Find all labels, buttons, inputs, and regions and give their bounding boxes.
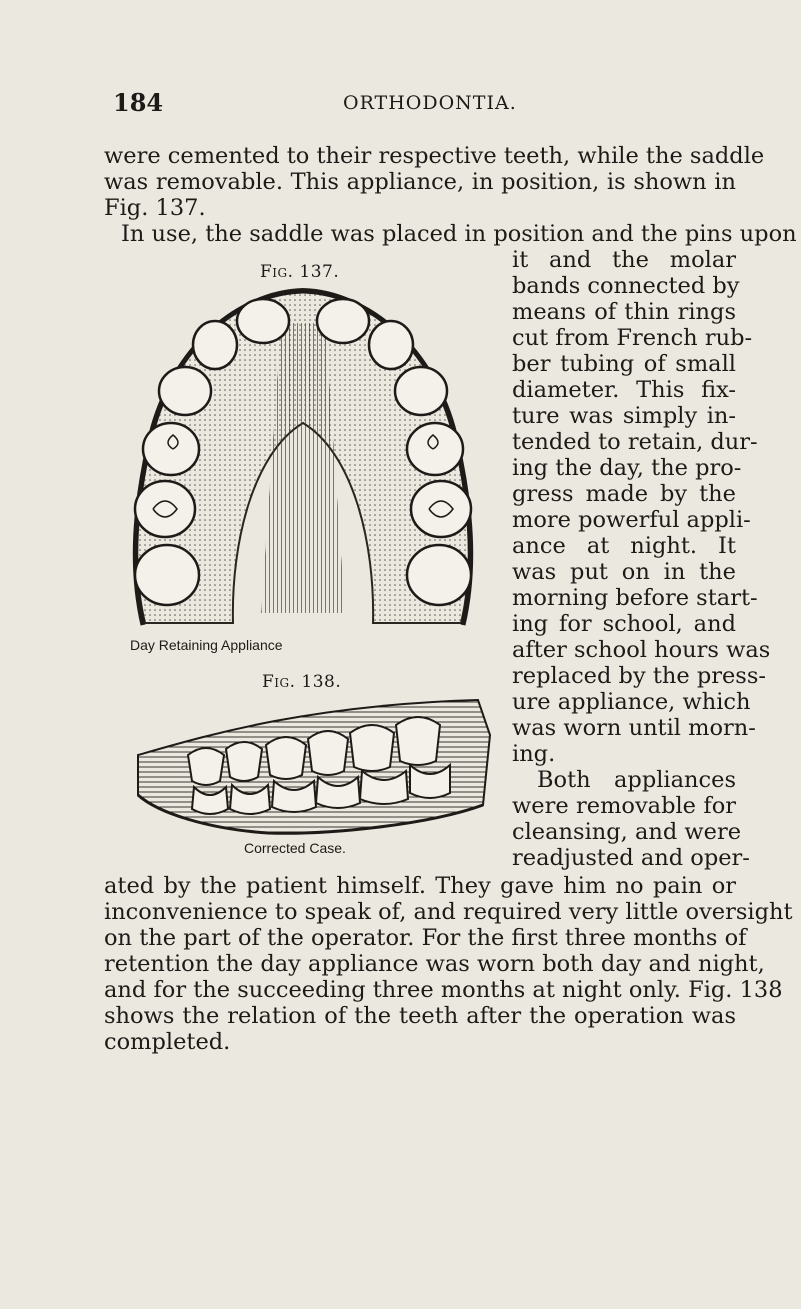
text-line: In use, the saddle was placed in position and the pins upon xyxy=(121,221,797,247)
column-line: gress made by the xyxy=(512,481,736,507)
column-line: ber tubing of small xyxy=(512,351,736,377)
figure-caption: Corrected Case. xyxy=(244,840,346,856)
column-line: ing. xyxy=(512,741,556,767)
text-line: was removable. This appliance, in position, is shown in xyxy=(104,169,736,195)
column-line: was put on in the xyxy=(512,559,736,585)
column-line: cut from French rub- xyxy=(512,325,753,351)
column-line: ance at night. It xyxy=(512,533,736,559)
figure-label: Fig. 137. xyxy=(260,262,340,282)
column-line: readjusted and oper- xyxy=(512,845,750,871)
text-line: retention the day appliance was worn both day and night, xyxy=(104,951,765,977)
text-line: were cemented to their respective teeth, while the saddle xyxy=(104,143,765,169)
column-line: ing for school, and xyxy=(512,611,736,637)
column-line: was worn until morn- xyxy=(512,715,756,741)
dental-model-side-view-icon xyxy=(128,695,493,845)
page-header xyxy=(113,88,713,122)
column-line: diameter. This fix- xyxy=(512,377,736,403)
text-line: completed. xyxy=(104,1029,231,1055)
column-line: ing the day, the pro- xyxy=(512,455,742,481)
text-line: shows the relation of the teeth after the operation was xyxy=(104,1003,736,1029)
figure-label: Fig. 138. xyxy=(262,672,342,692)
text-line: inconvenience to speak of, and required very little oversight xyxy=(104,899,793,925)
column-line: means of thin rings xyxy=(512,299,736,325)
figure-caption: Day Retaining Appliance xyxy=(130,637,283,653)
column-line: morning before start- xyxy=(512,585,758,611)
column-line: Both appliances xyxy=(537,767,736,793)
upper-dental-arch-icon xyxy=(113,283,493,633)
column-line: replaced by the press- xyxy=(512,663,766,689)
column-line: it and the molar xyxy=(512,247,736,273)
column-line: ure appliance, which xyxy=(512,689,751,715)
column-line: tended to retain, dur- xyxy=(512,429,758,455)
column-line: bands connected by xyxy=(512,273,740,299)
text-line: on the part of the operator. For the first three months of xyxy=(104,925,747,951)
column-line: after school hours was xyxy=(512,637,771,663)
text-line: and for the succeeding three months at night only. Fig. 138 xyxy=(104,977,783,1003)
text-line: ated by the patient himself. They gave him no pain or xyxy=(104,873,736,899)
column-line: ture was simply in- xyxy=(512,403,736,429)
text-line: Fig. 137. xyxy=(104,195,206,221)
column-line: cleansing, and were xyxy=(512,819,742,845)
column-line: more powerful appli- xyxy=(512,507,751,533)
column-line: were removable for xyxy=(512,793,736,819)
running-title: ORTHODONTIA. xyxy=(343,92,517,114)
page-number: 184 xyxy=(113,88,164,117)
